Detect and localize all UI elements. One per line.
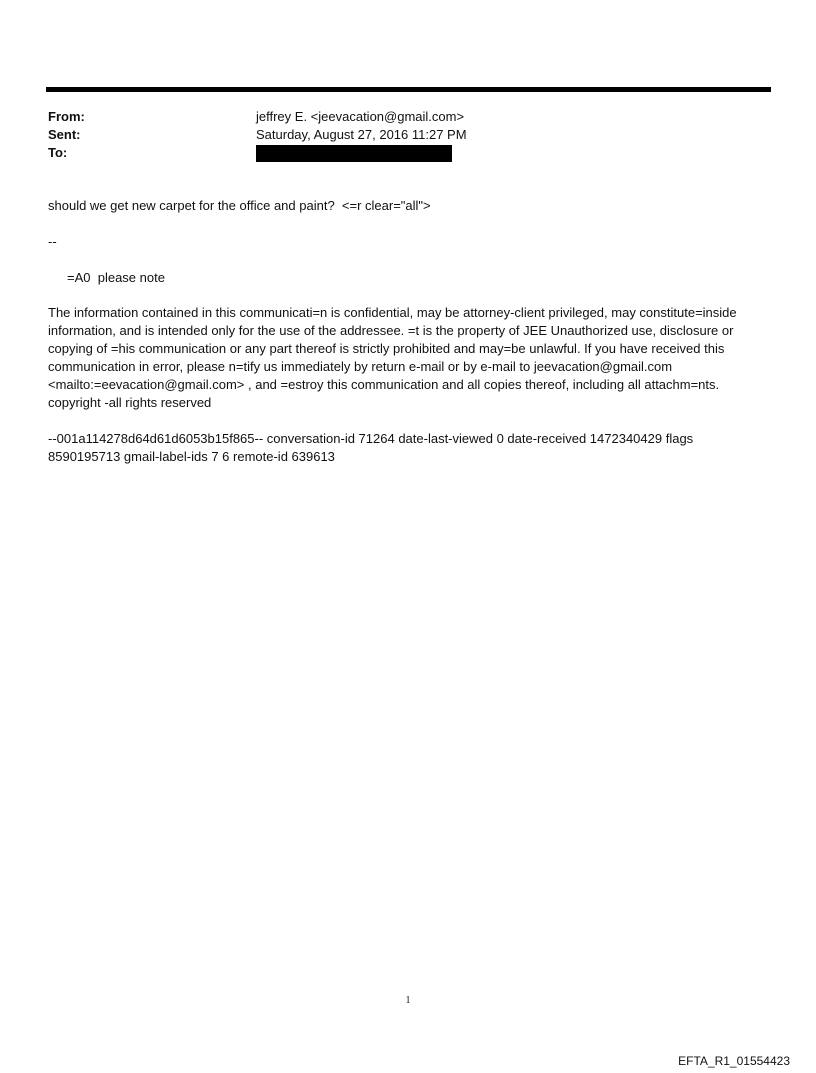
email-header bbox=[48, 108, 768, 162]
sent-label: Sent: bbox=[48, 127, 81, 142]
signature-separator: -- bbox=[48, 234, 57, 249]
please-note: =A0 please note bbox=[67, 270, 165, 285]
to-label: To: bbox=[48, 145, 68, 160]
page-number: 1 bbox=[405, 995, 411, 1006]
from-value: jeffrey E. <jeevacation@gmail.com> bbox=[256, 109, 465, 124]
to-row bbox=[48, 144, 768, 162]
metadata-paragraph: --001a114278d64d61d6053b15f865-- conversation-id 71264 date-last-viewed 0 date-received 1472340429 flags 8590195713 gmail-label-ids 7 6 remote-id 639613 bbox=[48, 431, 697, 464]
sent-row bbox=[48, 126, 768, 144]
disclaimer-paragraph: The information contained in this communicati=n is confidential, may be attorney-client privileged, may constitute=inside information, and is intended only for the use of the addressee. =t is the property of JEE Unauthorized use, disclosure or copying of =his communication or any part thereof is strictly prohibited and may=be unlawful. If you have received this communication in error, please n=tify us immediately by return e-mail or by e-mail to jeevacation@gmail.com <mailto:=eevacation@gmail.com> , and =estroy this communication and all copies thereof, including all attachm=nts. copyright -all rights reserved bbox=[48, 305, 741, 410]
message-line: should we get new carpet for the office and paint? <=r clear="all"> bbox=[48, 198, 431, 213]
to-value bbox=[256, 144, 768, 162]
header-rule bbox=[46, 87, 771, 92]
bates-number: EFTA_R1_01554423 bbox=[678, 1054, 790, 1068]
redaction-block bbox=[256, 145, 452, 162]
from-label: From: bbox=[48, 109, 85, 124]
sent-value: Saturday, August 27, 2016 11:27 PM bbox=[256, 127, 467, 142]
from-row bbox=[48, 108, 768, 126]
